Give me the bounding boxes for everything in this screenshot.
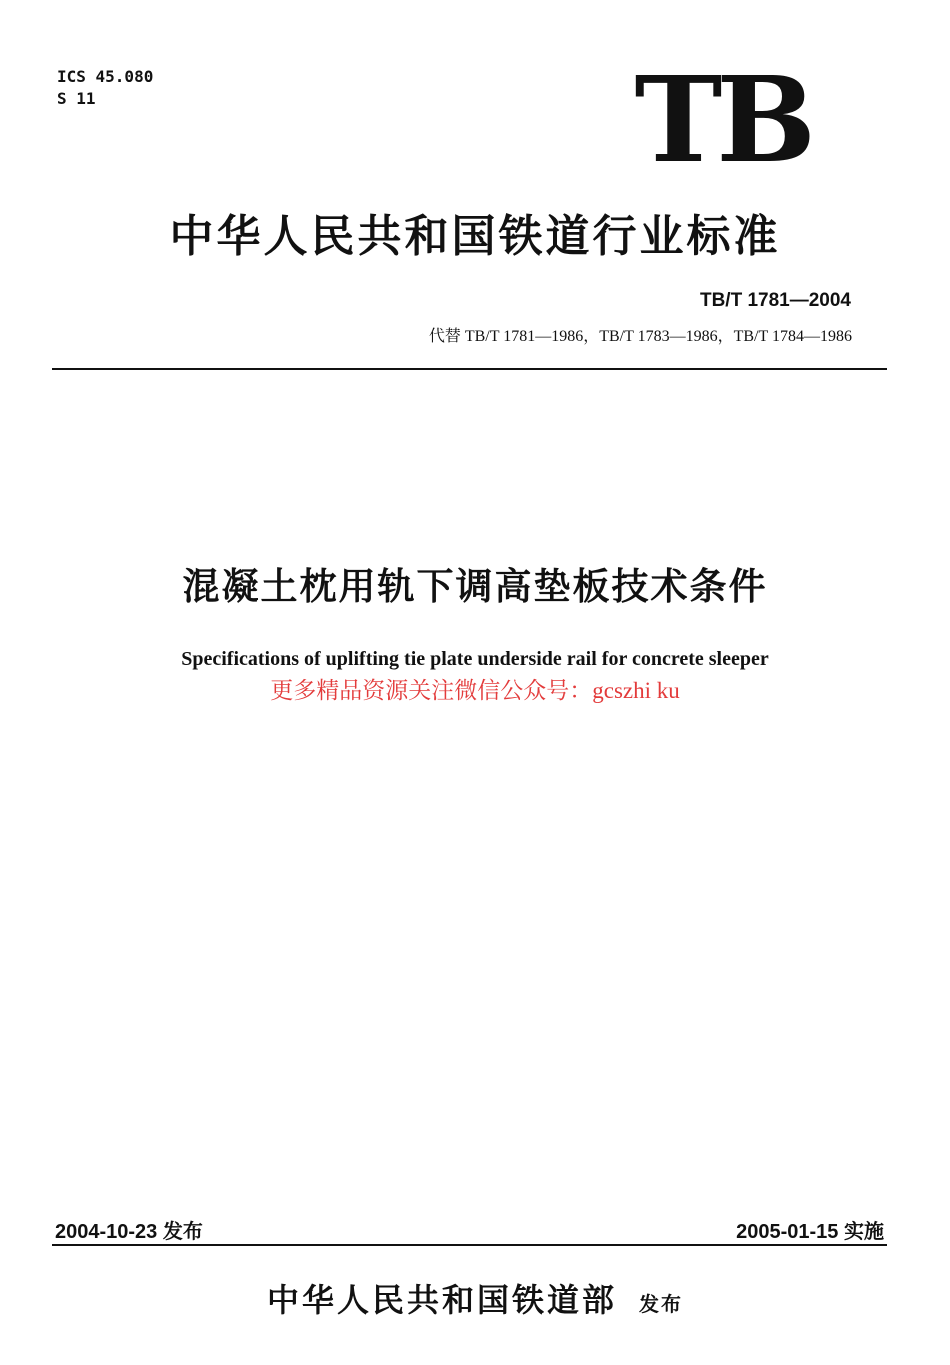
publisher-line <box>0 1275 950 1321</box>
standard-code: TB/T 1781—2004 <box>699 290 851 311</box>
ics-code: ICS 45.080 <box>57 67 154 86</box>
document-title-en: Specifications of uplifting tie plate underside rail for concrete sleeper <box>181 648 769 670</box>
watermark-text: 更多精品资源关注微信公众号：gcszhi ku <box>270 678 680 703</box>
classification-codes <box>57 66 153 110</box>
bottom-divider <box>52 1244 887 1246</box>
tb-logo: TB <box>634 50 810 189</box>
effective-date: 2005-01-15 实施 <box>736 1221 884 1243</box>
document-title-zh: 混凝土枕用轨下调高垫板技术条件 <box>182 565 768 608</box>
standard-title: 中华人民共和国铁道行业标准 <box>169 211 781 262</box>
publish-word: 发布 <box>639 1292 683 1316</box>
publisher-name: 中华人民共和国铁道部 <box>266 1281 617 1319</box>
replaces-line: 代替 TB/T 1781—1986，TB/T 1783—1986，TB/T 1784—1986 <box>428 328 852 345</box>
issue-date: 2004-10-23 发布 <box>55 1221 203 1243</box>
class-code: S 11 <box>57 89 96 108</box>
top-divider <box>52 368 887 370</box>
